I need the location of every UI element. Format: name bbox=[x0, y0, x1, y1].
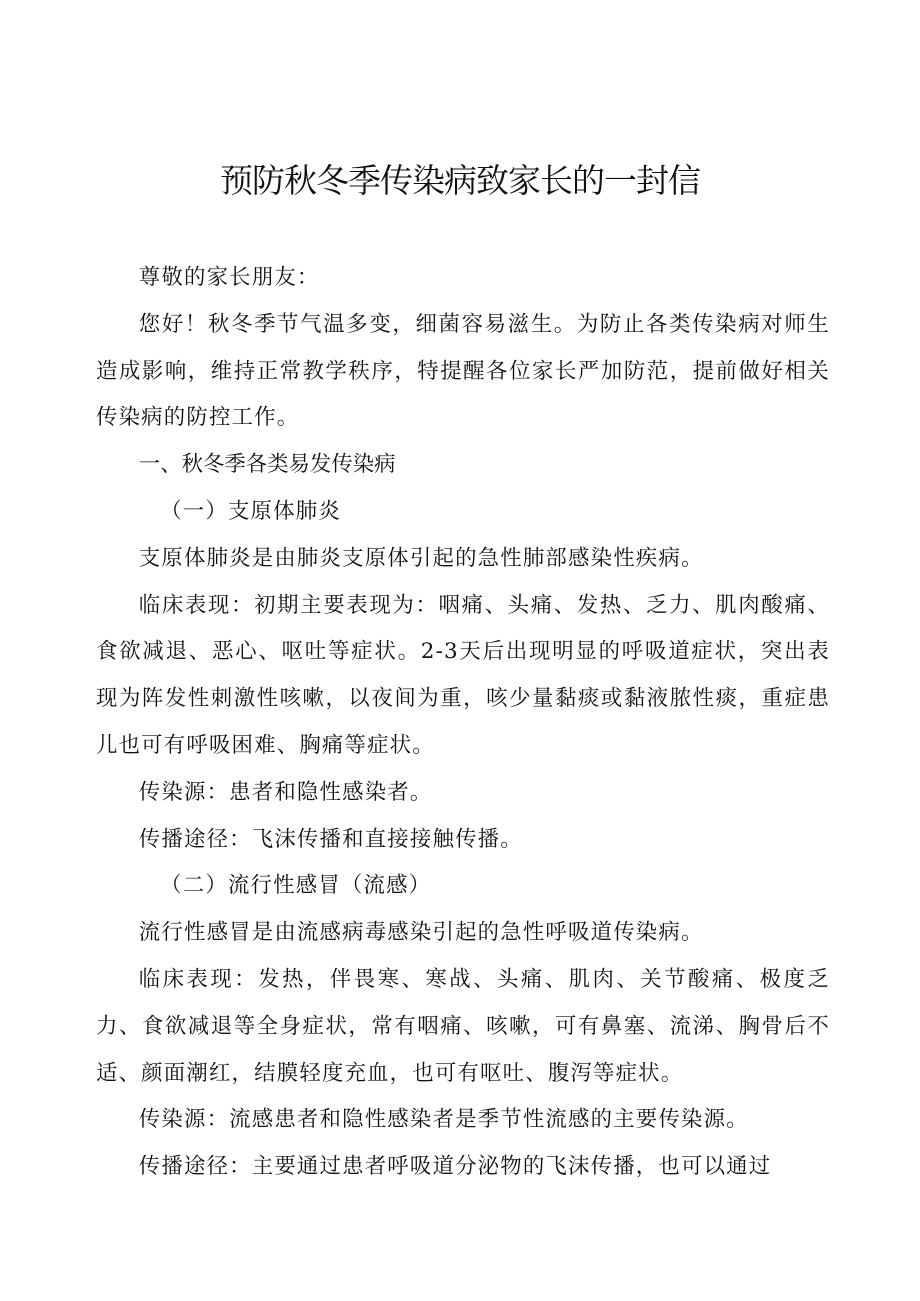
intro-paragraph: 您好！秋冬季节气温多变，细菌容易滋生。为防止各类传染病对师生造成影响，维持正常教学秩序，特提醒各位家长严加防范，提前做好相关传染病的防控工作。 bbox=[96, 311, 830, 431]
body-paragraph: 流行性感冒是由流感病毒感染引起的急性呼吸道传染病。 bbox=[138, 920, 704, 946]
body-paragraph: 临床表现：初期主要表现为：咽痛、头痛、发热、乏力、肌肉酸痛、食欲减退、恶心、呕吐等症状。2-3天后出现明显的呼吸道症状，突出表现为阵发性刺激性咳嗽，以夜间为重，咳少量黏痰或黏液脓性痰，重症患儿也可有呼吸困难、胸痛等症状。 bbox=[96, 592, 830, 758]
salutation: 尊敬的家长朋友： bbox=[138, 265, 320, 290]
body-paragraph: 传染源：患者和隐性感染者。 bbox=[138, 779, 433, 805]
document-body bbox=[96, 255, 830, 1191]
body-paragraph: 临床表现：发热，伴畏寒、寒战、头痛、肌肉、关节酸痛、极度乏力、食欲减退等全身症状，常有咽痛、咳嗽，可有鼻塞、流涕、胸骨后不适、颜面潮红，结膜轻度充血，也可有呕吐、腹泻等症状。 bbox=[96, 966, 830, 1086]
document-title: 预防秋冬季传染病致家长的一封信 bbox=[220, 161, 700, 200]
body-paragraph: 支原体肺炎是由肺炎支原体引起的急性肺部感染性疾病。 bbox=[138, 545, 704, 571]
body-paragraph: 传播途径：飞沫传播和直接接触传播。 bbox=[138, 826, 523, 852]
section-heading: 一、秋冬季各类易发传染病 bbox=[138, 452, 396, 478]
body-paragraph: 传染源：流感患者和隐性感染者是季节性流感的主要传染源。 bbox=[138, 1107, 749, 1133]
subsection-heading: （一）支原体肺炎 bbox=[160, 498, 341, 524]
body-paragraph: 传播途径：主要通过患者呼吸道分泌物的飞沫传播，也可以通过 bbox=[138, 1154, 772, 1180]
subsection-heading: （二）流行性感冒（流感） bbox=[160, 873, 432, 899]
